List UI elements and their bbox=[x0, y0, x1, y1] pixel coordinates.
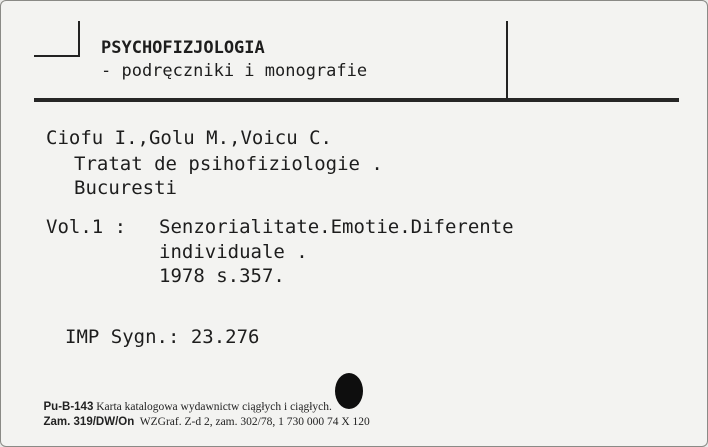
header-rule bbox=[34, 98, 679, 102]
volume-label: Vol.1 : bbox=[46, 216, 127, 238]
volume-title-line2: individuale . bbox=[159, 241, 308, 263]
corner-bracket-vertical bbox=[78, 21, 80, 57]
authors: Ciofu I.,Golu M.,Voicu C. bbox=[46, 127, 332, 149]
form-code: Pu-B-143 bbox=[43, 401, 94, 413]
subject-subheading: - podręczniki i monografie bbox=[101, 61, 368, 81]
form-description: Karta katalogowa wydawnictw ciągłych i ciągłych. bbox=[96, 401, 332, 413]
corner-bracket-horizontal bbox=[34, 55, 80, 57]
order-code: Zam. 319/DW/On bbox=[43, 416, 135, 428]
year-and-pages: 1978 s.357. bbox=[159, 265, 285, 287]
printer-info: WZGraf. Z-d 2, zam. 302/78, 1 730 000 74 X 120 bbox=[139, 416, 370, 428]
book-title: Tratat de psihofiziologie . bbox=[74, 153, 383, 175]
subject-heading: PSYCHOFIZJOLOGIA bbox=[101, 38, 265, 58]
footer-line2 bbox=[32, 401, 370, 443]
header-divider-vertical bbox=[506, 21, 508, 101]
volume-title-line1: Senzorialitate.Emotie.Diferente bbox=[159, 216, 514, 238]
call-number: IMP Sygn.: 23.276 bbox=[65, 326, 260, 348]
publication-place: Bucuresti bbox=[74, 177, 177, 199]
